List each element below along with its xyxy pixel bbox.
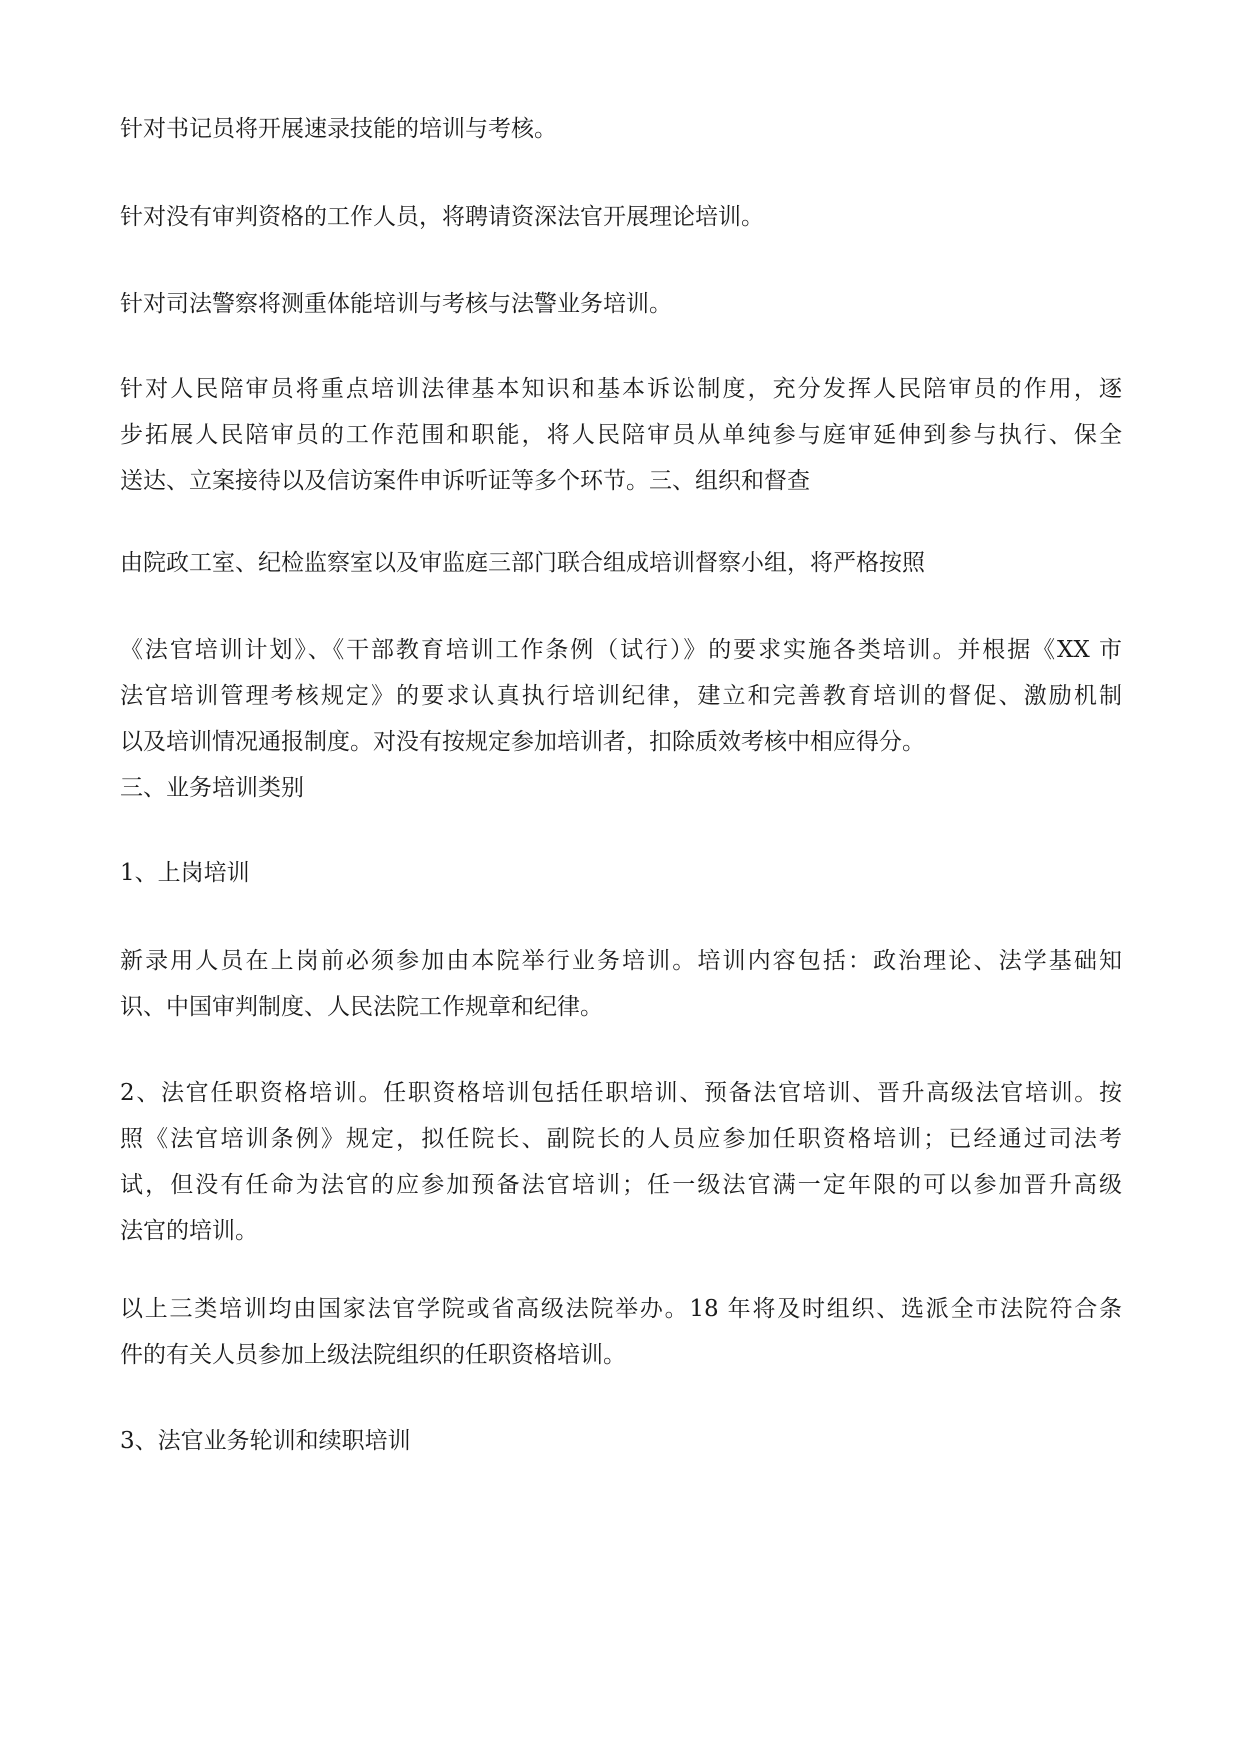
text-line: 法官培训管理考核规定》的要求认真执行培训纪律，建立和完善教育培训的督促、激励机制 [120, 683, 1122, 709]
text-line: 法官的培训。 [120, 1218, 258, 1244]
text-line: 识、中国审判制度、人民法院工作规章和纪律。 [120, 994, 603, 1020]
text-line: 以上三类培训均由国家法官学院或省高级法院举办。18 年将及时组织、选派全市法院符合条 [120, 1296, 1122, 1322]
text-line: 件的有关人员参加上级法院组织的任职资格培训。 [120, 1342, 626, 1368]
paragraph-clerk-training [120, 106, 1122, 152]
paragraph-training-rules [120, 627, 1122, 811]
paragraph-onboarding-content [120, 938, 1122, 1030]
paragraph-juror-training [120, 366, 1122, 504]
paragraph-organizers [120, 1286, 1122, 1378]
text-line: 针对司法警察将测重体能培训与考核与法警业务培训。 [120, 291, 672, 317]
paragraph-supervision-group [120, 540, 1122, 586]
paragraph-staff-training [120, 194, 1122, 240]
text-line: 针对书记员将开展速录技能的培训与考核。 [120, 116, 557, 142]
text-line: 《法官培训计划》、《干部教育培训工作条例（试行）》的要求实施各类培训。并根据《XX 市 [120, 637, 1122, 663]
text-line: 以及培训情况通报制度。对没有按规定参加培训者，扣除质效考核中相应得分。 [120, 729, 925, 755]
paragraph-rotation-heading [120, 1418, 1122, 1464]
section-heading: 三、业务培训类别 [120, 775, 304, 801]
paragraph-qualification-training [120, 1070, 1122, 1254]
paragraph-police-training [120, 281, 1122, 327]
text-line: 步拓展人民陪审员的工作范围和职能，将人民陪审员从单纯参与庭审延伸到参与执行、保全 [120, 422, 1122, 448]
text-line: 由院政工室、纪检监察室以及审监庭三部门联合组成培训督察小组，将严格按照 [120, 550, 925, 576]
text-line: 新录用人员在上岗前必须参加由本院举行业务培训。培训内容包括：政治理论、法学基础知 [120, 948, 1122, 974]
text-line: 照《法官培训条例》规定，拟任院长、副院长的人员应参加任职资格培训；已经通过司法考 [120, 1126, 1122, 1152]
text-line: 送达、立案接待以及信访案件申诉听证等多个环节。三、组织和督查 [120, 468, 810, 494]
text-line: 1、上岗培训 [120, 860, 250, 886]
text-line: 2、法官任职资格培训。任职资格培训包括任职培训、预备法官培训、晋升高级法官培训。按 [120, 1080, 1122, 1106]
text-line: 针对人民陪审员将重点培训法律基本知识和基本诉讼制度，充分发挥人民陪审员的作用，逐 [120, 376, 1122, 402]
paragraph-onboarding-heading [120, 850, 1122, 896]
text-line: 3、法官业务轮训和续职培训 [120, 1428, 411, 1454]
text-line: 针对没有审判资格的工作人员，将聘请资深法官开展理论培训。 [120, 204, 764, 230]
text-line: 试，但没有任命为法官的应参加预备法官培训；任一级法官满一定年限的可以参加晋升高级 [120, 1172, 1122, 1198]
